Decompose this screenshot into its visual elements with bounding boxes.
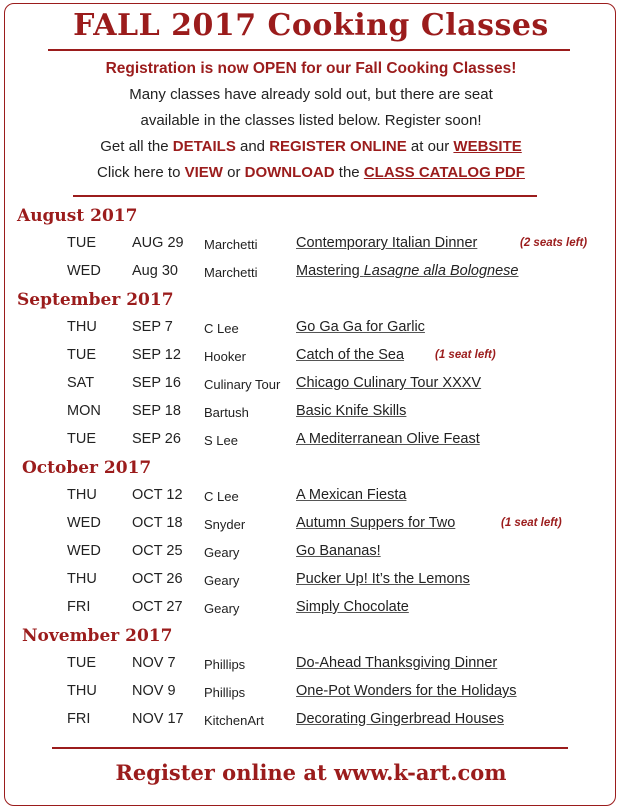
details-link[interactable]: DETAILS — [172, 138, 236, 155]
class-date: AUG 29 — [132, 235, 184, 251]
class-instructor: Bartush — [204, 405, 249, 420]
class-day: FRI — [67, 599, 91, 615]
class-title-text: Mastering — [296, 263, 364, 279]
month-heading-november: November 2017 — [22, 626, 173, 646]
class-day: SAT — [67, 375, 95, 391]
class-title-link[interactable]: Autumn Suppers for Two — [296, 515, 456, 531]
class-instructor: Geary — [204, 573, 240, 588]
class-instructor: Hooker — [204, 349, 246, 364]
month-heading-october: October 2017 — [22, 458, 152, 478]
class-day: WED — [67, 515, 101, 531]
class-title-link[interactable] — [296, 263, 519, 279]
view-link[interactable]: VIEW — [184, 164, 223, 181]
intro-divider — [73, 195, 537, 197]
class-date: NOV 9 — [132, 683, 176, 699]
class-date: SEP 12 — [132, 347, 181, 363]
class-date: SEP 18 — [132, 403, 181, 419]
intro-text: Click here to — [97, 164, 181, 181]
class-row[interactable] — [0, 263, 622, 287]
class-day: THU — [67, 487, 97, 503]
class-day: THU — [67, 683, 97, 699]
intro-line-1: Many classes have already sold out, but there are seat — [129, 86, 493, 103]
class-date: OCT 25 — [132, 543, 183, 559]
class-title-link[interactable]: Go Bananas! — [296, 543, 381, 559]
month-heading-september: September 2017 — [17, 290, 174, 310]
seats-left-note: (2 seats left) — [520, 237, 588, 249]
class-date: OCT 12 — [132, 487, 183, 503]
download-link[interactable]: DOWNLOAD — [244, 164, 335, 181]
month-heading-august: August 2017 — [17, 206, 138, 226]
class-row[interactable] — [0, 599, 622, 623]
intro-lead: Registration is now OPEN for our Fall Cooking Classes! — [105, 60, 517, 77]
class-row[interactable] — [0, 683, 622, 707]
class-title-italic: Lasagne alla Bolognese — [363, 263, 519, 279]
register-online-footer-link[interactable]: Register online at www.k-art.com — [115, 760, 507, 785]
class-date: SEP 26 — [132, 431, 181, 447]
class-instructor: S Lee — [204, 433, 238, 448]
class-instructor: Culinary Tour — [204, 377, 281, 392]
class-date: NOV 7 — [132, 655, 176, 671]
class-instructor: KitchenArt — [204, 713, 264, 728]
intro-line-2: available in the classes listed below. Register soon! — [140, 112, 482, 129]
class-row[interactable] — [0, 431, 622, 455]
seats-left-note: (1 seat left) — [435, 349, 496, 361]
class-instructor: Snyder — [204, 517, 246, 532]
class-title-link[interactable]: Pucker Up! It’s the Lemons — [296, 571, 470, 587]
class-instructor: C Lee — [204, 489, 239, 504]
class-instructor: Marchetti — [204, 265, 258, 280]
class-row[interactable] — [0, 655, 622, 679]
class-instructor: Marchetti — [204, 237, 258, 252]
intro-text: or — [227, 164, 241, 181]
class-row[interactable] — [0, 375, 622, 399]
register-online-link[interactable]: REGISTER ONLINE — [269, 138, 407, 155]
class-title-link[interactable]: Decorating Gingerbread Houses — [296, 711, 504, 727]
class-title-link[interactable]: Chicago Culinary Tour XXXV — [296, 375, 482, 391]
class-instructor: C Lee — [204, 321, 239, 336]
class-row[interactable] — [0, 403, 622, 427]
class-day: TUE — [67, 347, 96, 363]
website-link[interactable]: WEBSITE — [453, 138, 522, 155]
class-day: WED — [67, 543, 101, 559]
class-instructor: Geary — [204, 545, 240, 560]
intro-text: the — [338, 164, 360, 181]
class-title-link[interactable]: One-Pot Wonders for the Holidays — [296, 683, 517, 699]
class-title-link[interactable]: A Mexican Fiesta — [296, 487, 407, 503]
class-date: SEP 16 — [132, 375, 181, 391]
class-date: OCT 27 — [132, 599, 183, 615]
class-title-link[interactable]: Catch of the Sea — [296, 347, 405, 363]
intro-block — [0, 56, 622, 186]
intro-text: at our — [410, 138, 450, 155]
class-row[interactable] — [0, 571, 622, 595]
intro-text: Get all the — [100, 138, 169, 155]
class-row[interactable] — [0, 319, 622, 343]
class-row[interactable] — [0, 235, 622, 259]
class-title-link[interactable]: Basic Knife Skills — [296, 403, 407, 419]
seats-left-note: (1 seat left) — [501, 517, 562, 529]
class-day: FRI — [67, 711, 91, 727]
class-row[interactable] — [0, 487, 622, 511]
intro-line-4 — [0, 160, 622, 186]
class-instructor: Phillips — [204, 657, 246, 672]
class-catalog-pdf-link[interactable]: CLASS CATALOG PDF — [363, 164, 525, 181]
intro-text: and — [240, 138, 266, 155]
class-day: TUE — [67, 655, 96, 671]
class-day: WED — [67, 263, 101, 279]
class-date: OCT 26 — [132, 571, 183, 587]
page-title: FALL 2017 Cooking Classes — [73, 8, 549, 43]
class-title-link[interactable]: Simply Chocolate — [296, 599, 409, 615]
title-divider — [48, 49, 570, 51]
class-title-link[interactable]: Contemporary Italian Dinner — [296, 235, 478, 251]
class-row[interactable] — [0, 543, 622, 567]
class-date: SEP 7 — [132, 319, 173, 335]
class-date: Aug 30 — [132, 263, 178, 279]
footer-divider — [52, 747, 568, 749]
class-row[interactable] — [0, 711, 622, 735]
class-day: MON — [67, 403, 101, 419]
class-instructor: Geary — [204, 601, 240, 616]
class-date: NOV 17 — [132, 711, 184, 727]
class-title-link[interactable]: A Mediterranean Olive Feast — [296, 431, 480, 447]
class-day: TUE — [67, 235, 96, 251]
class-title-link[interactable]: Go Ga Ga for Garlic — [296, 319, 425, 335]
class-instructor: Phillips — [204, 685, 246, 700]
intro-line-3 — [0, 134, 622, 160]
class-day: THU — [67, 319, 97, 335]
class-day: TUE — [67, 431, 96, 447]
class-row[interactable] — [0, 515, 622, 539]
class-row[interactable] — [0, 347, 622, 371]
class-date: OCT 18 — [132, 515, 183, 531]
class-day: THU — [67, 571, 97, 587]
class-title-link[interactable]: Do-Ahead Thanksgiving Dinner — [296, 655, 498, 671]
